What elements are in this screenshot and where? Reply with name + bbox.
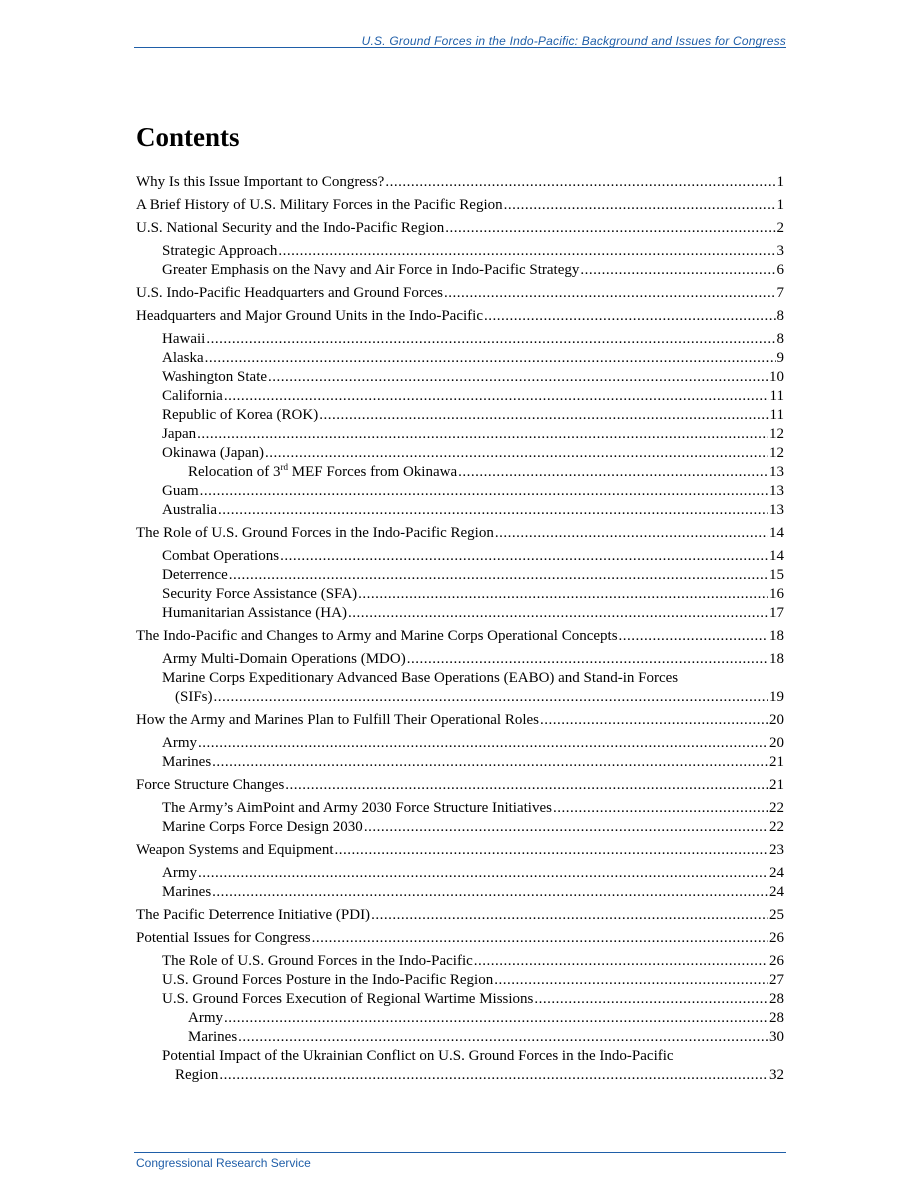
dot-leader <box>268 368 768 387</box>
toc-entry[interactable] <box>136 971 784 990</box>
toc-entry[interactable] <box>136 669 784 707</box>
toc-entry-title-continued: (SIFs) <box>175 689 213 705</box>
toc-entry[interactable] <box>136 330 784 349</box>
toc-entry[interactable] <box>136 482 784 501</box>
dot-leader <box>474 952 768 971</box>
toc-entry-title: Deterrence <box>162 567 228 583</box>
table-of-contents <box>136 173 784 1085</box>
toc-page-number: 13 <box>769 464 784 480</box>
toc-entry-title: Alaska <box>162 350 204 366</box>
toc-entry[interactable] <box>136 650 784 669</box>
dot-leader <box>212 883 768 902</box>
dot-leader <box>224 387 769 406</box>
toc-entry[interactable] <box>136 387 784 406</box>
dot-leader <box>348 604 768 623</box>
toc-entry[interactable] <box>136 883 784 902</box>
toc-entry[interactable] <box>136 734 784 753</box>
page-title: Contents <box>136 122 240 152</box>
toc-page-number: 2 <box>776 220 784 236</box>
toc-page-number: 6 <box>776 262 784 278</box>
toc-entry[interactable] <box>136 219 784 238</box>
toc-entry-title: U.S. Ground Forces Posture in the Indo-Pacific Region <box>162 972 494 988</box>
dot-leader <box>319 406 768 425</box>
toc-page-number: 28 <box>769 1010 784 1026</box>
toc-entry-title: Army <box>162 865 197 881</box>
dot-leader <box>278 242 775 261</box>
toc-entry-title: Weapon Systems and Equipment <box>136 842 334 858</box>
toc-entry-title: Potential Impact of the Ukrainian Conflict on U.S. Ground Forces in the Indo-Pacific <box>162 1048 674 1064</box>
toc-entry[interactable] <box>136 307 784 326</box>
toc-entry-title: Republic of Korea (ROK) <box>162 407 319 423</box>
toc-page-number: 10 <box>769 369 784 385</box>
toc-entry[interactable] <box>136 566 784 585</box>
toc-entry[interactable] <box>136 1009 784 1028</box>
toc-entry[interactable] <box>136 776 784 795</box>
toc-entry-title: The Indo-Pacific and Changes to Army and Marine Corps Operational Concepts <box>136 628 618 644</box>
running-header <box>134 33 786 48</box>
toc-entry[interactable] <box>136 604 784 623</box>
toc-page-number: 12 <box>769 426 784 442</box>
toc-entry-title: The Army’s AimPoint and Army 2030 Force Structure Initiatives <box>162 800 552 816</box>
toc-entry[interactable] <box>136 501 784 520</box>
toc-entry-title: Humanitarian Assistance (HA) <box>162 605 347 621</box>
toc-entry[interactable] <box>136 841 784 860</box>
toc-entry[interactable] <box>136 929 784 948</box>
dot-leader <box>218 501 768 520</box>
toc-entry-title: Strategic Approach <box>162 243 278 259</box>
dot-leader <box>224 1009 768 1028</box>
toc-entry-title: How the Army and Marines Plan to Fulfill Their Operational Roles <box>136 712 539 728</box>
dot-leader <box>444 284 776 303</box>
dot-leader <box>285 776 768 795</box>
dot-leader <box>265 444 768 463</box>
toc-entry[interactable] <box>136 818 784 837</box>
toc-entry-title: The Role of U.S. Ground Forces in the Indo-Pacific <box>162 953 473 969</box>
dot-leader <box>458 463 768 482</box>
dot-leader <box>504 196 776 215</box>
dot-leader <box>495 524 768 543</box>
dot-leader <box>385 173 775 192</box>
toc-entry[interactable] <box>136 173 784 192</box>
toc-page-number: 13 <box>769 502 784 518</box>
toc-entry-title: Relocation of 3rd MEF Forces from Okinawa <box>188 462 458 480</box>
footer-rule <box>134 1152 786 1153</box>
running-title: U.S. Ground Forces in the Indo-Pacific: Background and Issues for Congress <box>361 34 786 48</box>
dot-leader <box>312 929 768 948</box>
toc-entry-title: Washington State <box>162 369 268 385</box>
toc-entry-title: Okinawa (Japan) <box>162 445 265 461</box>
dot-leader <box>198 734 768 753</box>
toc-entry-title: A Brief History of U.S. Military Forces in the Pacific Region <box>136 197 503 213</box>
toc-entry[interactable] <box>136 585 784 604</box>
dot-leader <box>364 818 768 837</box>
toc-entry-title: U.S. Ground Forces Execution of Regional Wartime Missions <box>162 991 534 1007</box>
toc-page-number: 13 <box>769 483 784 499</box>
toc-page-number: 32 <box>769 1067 784 1083</box>
toc-entry-title: Force Structure Changes <box>136 777 285 793</box>
dot-leader <box>407 650 768 669</box>
toc-page-number: 18 <box>769 628 784 644</box>
toc-page-number: 16 <box>769 586 784 602</box>
toc-entry[interactable] <box>136 799 784 818</box>
toc-entry-title: Japan <box>162 426 197 442</box>
toc-entry-title: Army Multi-Domain Operations (MDO) <box>162 651 406 667</box>
dot-leader <box>205 349 776 368</box>
toc-page-number: 15 <box>769 567 784 583</box>
dot-leader <box>280 547 768 566</box>
dot-leader <box>238 1028 768 1047</box>
toc-page-number: 26 <box>769 953 784 969</box>
toc-entry[interactable] <box>136 242 784 261</box>
toc-entry-title: Marines <box>162 754 212 770</box>
toc-page-number: 8 <box>776 331 784 347</box>
dot-leader <box>494 971 768 990</box>
toc-entry-title: Combat Operations <box>162 548 280 564</box>
toc-entry-title: Marine Corps Expeditionary Advanced Base Operations (EABO) and Stand-in Forces <box>162 670 679 686</box>
dot-leader <box>534 990 768 1009</box>
toc-entry-title: Marine Corps Force Design 2030 <box>162 819 363 835</box>
toc-page-number: 21 <box>769 754 784 770</box>
dot-leader <box>619 627 768 646</box>
toc-page-number: 24 <box>769 884 784 900</box>
toc-page-number: 22 <box>769 800 784 816</box>
toc-entry[interactable] <box>136 463 784 482</box>
toc-page-number: 11 <box>769 407 784 423</box>
toc-page-number: 9 <box>776 350 784 366</box>
toc-entry-title: Army <box>162 735 197 751</box>
toc-entry-title: Guam <box>162 483 199 499</box>
toc-page-number: 18 <box>769 651 784 667</box>
toc-page-number: 17 <box>769 605 784 621</box>
toc-entry-title: California <box>162 388 223 404</box>
toc-entry[interactable] <box>136 906 784 925</box>
dot-leader <box>200 482 768 501</box>
footer-org: Congressional Research Service <box>136 1156 311 1170</box>
toc-entry[interactable] <box>136 864 784 883</box>
toc-entry-title: The Pacific Deterrence Initiative (PDI) <box>136 907 371 923</box>
toc-entry[interactable] <box>136 368 784 387</box>
dot-leader <box>371 906 768 925</box>
toc-entry[interactable] <box>136 990 784 1009</box>
toc-entry[interactable] <box>136 284 784 303</box>
dot-leader <box>484 307 776 326</box>
toc-page-number: 12 <box>769 445 784 461</box>
toc-entry[interactable] <box>136 627 784 646</box>
toc-page-number: 24 <box>769 865 784 881</box>
toc-page-number: 27 <box>769 972 784 988</box>
toc-entry-title: Army <box>188 1010 223 1026</box>
toc-entry-title: The Role of U.S. Ground Forces in the Indo-Pacific Region <box>136 525 494 541</box>
toc-entry-title: Why Is this Issue Important to Congress? <box>136 174 385 190</box>
dot-leader <box>358 585 768 604</box>
toc-entry-title: U.S. National Security and the Indo-Pacific Region <box>136 220 445 236</box>
dot-leader <box>445 219 775 238</box>
toc-entry[interactable] <box>136 547 784 566</box>
dot-leader <box>197 425 768 444</box>
dot-leader <box>212 753 768 772</box>
toc-page-number: 7 <box>776 285 784 301</box>
toc-page-number: 28 <box>769 991 784 1007</box>
toc-entry-title: Headquarters and Major Ground Units in the Indo-Pacific <box>136 308 483 324</box>
dot-leader <box>540 711 768 730</box>
toc-page-number: 20 <box>769 712 784 728</box>
dot-leader <box>206 330 775 349</box>
toc-page-number: 8 <box>776 308 784 324</box>
toc-entry-title-continued: Region <box>175 1067 219 1083</box>
dot-leader <box>198 864 768 883</box>
toc-entry[interactable] <box>136 524 784 543</box>
dot-leader <box>229 566 768 585</box>
toc-entry[interactable] <box>136 406 784 425</box>
toc-page-number: 3 <box>776 243 784 259</box>
toc-entry[interactable] <box>136 425 784 444</box>
toc-entry-title: Marines <box>162 884 212 900</box>
dot-leader <box>553 799 768 818</box>
toc-entry[interactable] <box>136 1047 784 1085</box>
toc-page-number: 23 <box>769 842 784 858</box>
toc-entry-title: Hawaii <box>162 331 206 347</box>
toc-entry[interactable] <box>136 952 784 971</box>
toc-entry[interactable] <box>136 196 784 215</box>
dot-leader <box>214 688 768 707</box>
toc-entry-title: Australia <box>162 502 217 518</box>
toc-page-number: 1 <box>776 197 784 213</box>
toc-entry[interactable] <box>136 261 784 280</box>
toc-entry-title: Security Force Assistance (SFA) <box>162 586 358 602</box>
toc-page-number: 1 <box>776 174 784 190</box>
toc-page-number: 14 <box>769 548 784 564</box>
dot-leader <box>580 261 775 280</box>
toc-page-number: 26 <box>769 930 784 946</box>
toc-page-number: 25 <box>769 907 784 923</box>
toc-entry[interactable] <box>136 349 784 368</box>
toc-entry[interactable] <box>136 711 784 730</box>
toc-page-number: 19 <box>769 689 784 705</box>
toc-page-number: 30 <box>769 1029 784 1045</box>
toc-page-number: 22 <box>769 819 784 835</box>
toc-entry-title: U.S. Indo-Pacific Headquarters and Ground Forces <box>136 285 443 301</box>
toc-entry[interactable] <box>136 1028 784 1047</box>
toc-entry-title: Potential Issues for Congress <box>136 930 311 946</box>
toc-entry[interactable] <box>136 753 784 772</box>
toc-page-number: 14 <box>769 525 784 541</box>
dot-leader <box>335 841 768 860</box>
toc-entry-title: Marines <box>188 1029 238 1045</box>
toc-entry-title: Greater Emphasis on the Navy and Air Force in Indo-Pacific Strategy <box>162 262 580 278</box>
toc-page-number: 11 <box>769 388 784 404</box>
toc-entry[interactable] <box>136 444 784 463</box>
dot-leader <box>219 1066 768 1085</box>
toc-page-number: 20 <box>769 735 784 751</box>
toc-page-number: 21 <box>769 777 784 793</box>
